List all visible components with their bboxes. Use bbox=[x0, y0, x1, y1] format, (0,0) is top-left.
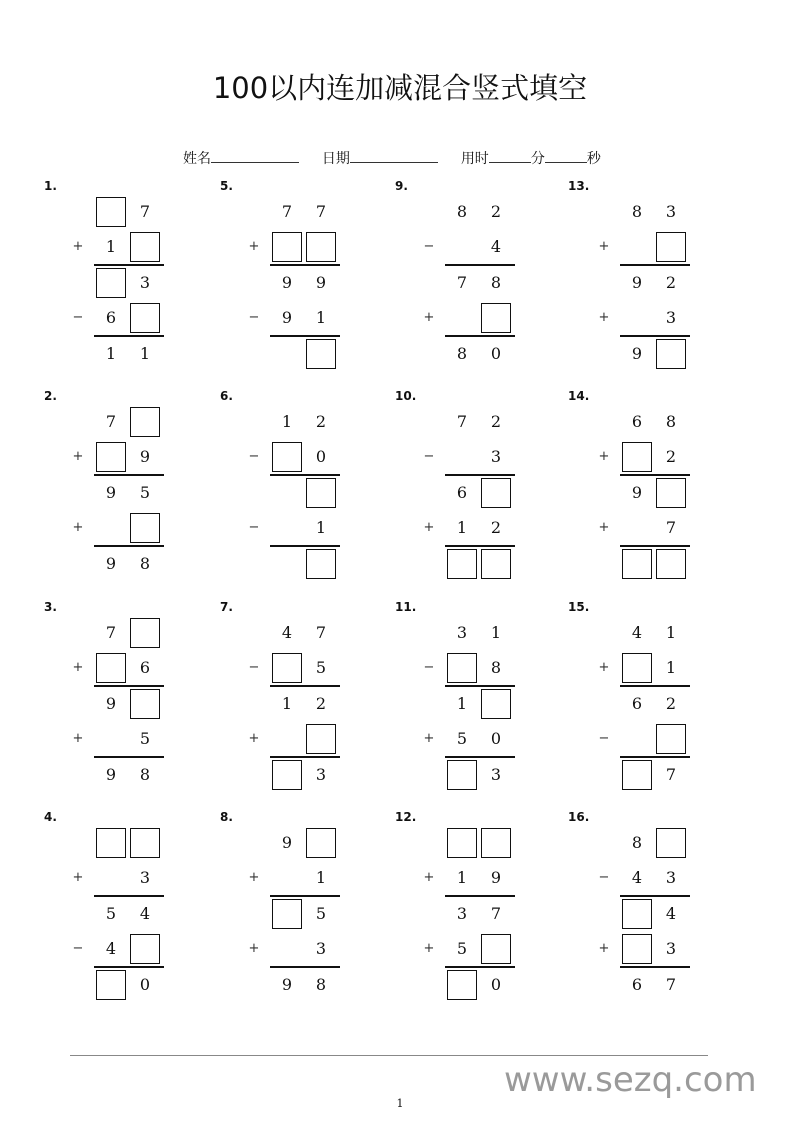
problem-number: 2. bbox=[44, 389, 57, 403]
digit: 8 bbox=[665, 412, 677, 431]
minus-operator: − bbox=[72, 310, 84, 325]
sum-line bbox=[445, 545, 515, 547]
answer-box[interactable] bbox=[130, 618, 160, 648]
plus-operator: + bbox=[248, 239, 260, 254]
plus-operator: + bbox=[598, 660, 610, 675]
digit: 9 bbox=[631, 273, 643, 292]
digit: 7 bbox=[105, 623, 117, 642]
digit: 9 bbox=[281, 273, 293, 292]
answer-box[interactable] bbox=[306, 478, 336, 508]
answer-box[interactable] bbox=[481, 828, 511, 858]
minus-operator: − bbox=[72, 941, 84, 956]
sum-line bbox=[94, 335, 164, 337]
sum-line bbox=[270, 474, 340, 476]
sum-line bbox=[94, 545, 164, 547]
sum-line bbox=[94, 756, 164, 758]
sum-line bbox=[94, 264, 164, 266]
digit: 9 bbox=[105, 765, 117, 784]
answer-box[interactable] bbox=[272, 232, 302, 262]
digit: 8 bbox=[490, 658, 502, 677]
minus-operator: − bbox=[423, 239, 435, 254]
answer-box[interactable] bbox=[656, 232, 686, 262]
plus-operator: + bbox=[423, 310, 435, 325]
digit: 7 bbox=[456, 412, 468, 431]
answer-box[interactable] bbox=[272, 760, 302, 790]
digit: 9 bbox=[631, 344, 643, 363]
digit: 7 bbox=[139, 202, 151, 221]
digit: 5 bbox=[456, 939, 468, 958]
answer-box[interactable] bbox=[481, 478, 511, 508]
sum-line bbox=[270, 545, 340, 547]
sum-line bbox=[620, 895, 690, 897]
answer-box[interactable] bbox=[447, 970, 477, 1000]
answer-box[interactable] bbox=[481, 934, 511, 964]
digit: 1 bbox=[315, 518, 327, 537]
digit: 8 bbox=[315, 975, 327, 994]
page-title: 100以内连加减混合竖式填空 bbox=[212, 71, 588, 105]
problem-number: 6. bbox=[220, 389, 233, 403]
sum-line bbox=[270, 966, 340, 968]
digit: 8 bbox=[456, 344, 468, 363]
answer-box[interactable] bbox=[622, 899, 652, 929]
digit: 8 bbox=[456, 202, 468, 221]
answer-box[interactable] bbox=[96, 268, 126, 298]
digit: 8 bbox=[139, 554, 151, 573]
answer-box[interactable] bbox=[130, 934, 160, 964]
digit: 3 bbox=[315, 939, 327, 958]
problem-number: 14. bbox=[568, 389, 590, 403]
answer-box[interactable] bbox=[656, 478, 686, 508]
answer-box[interactable] bbox=[622, 442, 652, 472]
time-label: 用时 bbox=[460, 151, 489, 167]
digit: 2 bbox=[665, 694, 677, 713]
sum-line bbox=[445, 685, 515, 687]
digit: 3 bbox=[665, 939, 677, 958]
problem-number: 10. bbox=[395, 389, 417, 403]
minus-operator: − bbox=[248, 520, 260, 535]
digit: 1 bbox=[281, 694, 293, 713]
digit: 9 bbox=[490, 868, 502, 887]
name-label: 姓名 bbox=[183, 151, 211, 167]
digit: 7 bbox=[315, 623, 327, 642]
digit: 1 bbox=[665, 658, 677, 677]
digit: 9 bbox=[105, 483, 117, 502]
digit: 8 bbox=[631, 202, 643, 221]
minus-operator: − bbox=[423, 449, 435, 464]
digit: 1 bbox=[105, 237, 117, 256]
answer-box[interactable] bbox=[656, 828, 686, 858]
problem-number: 15. bbox=[568, 600, 590, 614]
plus-operator: + bbox=[598, 449, 610, 464]
answer-box[interactable] bbox=[447, 549, 477, 579]
digit: 9 bbox=[315, 273, 327, 292]
digit: 7 bbox=[315, 202, 327, 221]
student-info-line bbox=[183, 148, 601, 168]
sum-line bbox=[445, 895, 515, 897]
date-label: 日期 bbox=[321, 151, 350, 167]
digit: 1 bbox=[105, 344, 117, 363]
sum-line bbox=[270, 335, 340, 337]
minus-operator: − bbox=[598, 731, 610, 746]
digit: 7 bbox=[490, 904, 502, 923]
sum-line bbox=[270, 895, 340, 897]
answer-box[interactable] bbox=[96, 970, 126, 1000]
answer-box[interactable] bbox=[481, 549, 511, 579]
sum-line bbox=[445, 966, 515, 968]
sum-line bbox=[445, 335, 515, 337]
watermark: www.sezq.com bbox=[504, 1060, 757, 1100]
digit: 5 bbox=[139, 483, 151, 502]
problem-number: 16. bbox=[568, 810, 590, 824]
seconds-blank[interactable] bbox=[545, 148, 587, 163]
digit: 4 bbox=[490, 237, 502, 256]
seconds-label: 秒 bbox=[586, 151, 601, 167]
digit: 0 bbox=[490, 729, 502, 748]
digit: 1 bbox=[665, 623, 677, 642]
minus-operator: − bbox=[248, 449, 260, 464]
plus-operator: + bbox=[598, 520, 610, 535]
sum-line bbox=[620, 335, 690, 337]
digit: 3 bbox=[139, 273, 151, 292]
digit: 3 bbox=[490, 765, 502, 784]
plus-operator: + bbox=[423, 870, 435, 885]
answer-box[interactable] bbox=[130, 303, 160, 333]
answer-box[interactable] bbox=[447, 653, 477, 683]
plus-operator: + bbox=[423, 520, 435, 535]
plus-operator: + bbox=[598, 941, 610, 956]
digit: 7 bbox=[665, 765, 677, 784]
page-number: 1 bbox=[396, 1097, 404, 1110]
minus-operator: − bbox=[248, 660, 260, 675]
plus-operator: + bbox=[598, 239, 610, 254]
digit: 7 bbox=[456, 273, 468, 292]
footer-divider bbox=[70, 1055, 708, 1056]
problem-number: 12. bbox=[395, 810, 417, 824]
digit: 2 bbox=[665, 273, 677, 292]
digit: 4 bbox=[105, 939, 117, 958]
plus-operator: + bbox=[72, 520, 84, 535]
digit: 3 bbox=[665, 868, 677, 887]
answer-box[interactable] bbox=[272, 899, 302, 929]
answer-box[interactable] bbox=[96, 197, 126, 227]
sum-line bbox=[94, 966, 164, 968]
answer-box[interactable] bbox=[130, 689, 160, 719]
plus-operator: + bbox=[248, 941, 260, 956]
digit: 3 bbox=[139, 868, 151, 887]
digit: 6 bbox=[631, 412, 643, 431]
sum-line bbox=[94, 685, 164, 687]
digit: 7 bbox=[105, 412, 117, 431]
answer-box[interactable] bbox=[622, 760, 652, 790]
sum-line bbox=[620, 545, 690, 547]
sum-line bbox=[620, 966, 690, 968]
digit: 7 bbox=[281, 202, 293, 221]
problem-number: 13. bbox=[568, 179, 590, 193]
sum-line bbox=[270, 685, 340, 687]
answer-box[interactable] bbox=[306, 549, 336, 579]
sum-line bbox=[270, 264, 340, 266]
answer-box[interactable] bbox=[447, 828, 477, 858]
answer-box[interactable] bbox=[96, 828, 126, 858]
plus-operator: + bbox=[72, 660, 84, 675]
answer-box[interactable] bbox=[130, 828, 160, 858]
digit: 5 bbox=[139, 729, 151, 748]
digit: 9 bbox=[105, 554, 117, 573]
digit: 1 bbox=[456, 518, 468, 537]
digit: 8 bbox=[490, 273, 502, 292]
digit: 0 bbox=[139, 975, 151, 994]
answer-box[interactable] bbox=[481, 689, 511, 719]
digit: 8 bbox=[139, 765, 151, 784]
plus-operator: + bbox=[423, 731, 435, 746]
problem-number: 1. bbox=[44, 179, 57, 193]
digit: 6 bbox=[105, 308, 117, 327]
answer-box[interactable] bbox=[622, 934, 652, 964]
answer-box[interactable] bbox=[306, 232, 336, 262]
problem-number: 11. bbox=[395, 600, 417, 614]
answer-box[interactable] bbox=[130, 407, 160, 437]
problem-number: 8. bbox=[220, 810, 233, 824]
digit: 0 bbox=[490, 975, 502, 994]
digit: 7 bbox=[665, 975, 677, 994]
digit: 8 bbox=[631, 833, 643, 852]
digit: 3 bbox=[315, 765, 327, 784]
plus-operator: + bbox=[72, 870, 84, 885]
digit: 5 bbox=[315, 904, 327, 923]
digit: 9 bbox=[281, 833, 293, 852]
digit: 9 bbox=[281, 975, 293, 994]
answer-box[interactable] bbox=[656, 339, 686, 369]
digit: 4 bbox=[139, 904, 151, 923]
digit: 2 bbox=[490, 518, 502, 537]
name-blank[interactable] bbox=[211, 148, 299, 163]
digit: 3 bbox=[456, 904, 468, 923]
problem-number: 3. bbox=[44, 600, 57, 614]
sum-line bbox=[620, 685, 690, 687]
plus-operator: + bbox=[72, 731, 84, 746]
answer-box[interactable] bbox=[622, 549, 652, 579]
sum-line bbox=[94, 895, 164, 897]
problem-number: 9. bbox=[395, 179, 408, 193]
answer-box[interactable] bbox=[272, 653, 302, 683]
plus-operator: + bbox=[248, 870, 260, 885]
digit: 4 bbox=[631, 623, 643, 642]
plus-operator: + bbox=[423, 941, 435, 956]
date-blank[interactable] bbox=[350, 148, 438, 163]
plus-operator: + bbox=[248, 731, 260, 746]
answer-box[interactable] bbox=[96, 442, 126, 472]
digit: 5 bbox=[105, 904, 117, 923]
digit: 9 bbox=[281, 308, 293, 327]
digit: 2 bbox=[315, 412, 327, 431]
digit: 4 bbox=[281, 623, 293, 642]
problem-number: 4. bbox=[44, 810, 57, 824]
digit: 6 bbox=[456, 483, 468, 502]
answer-box[interactable] bbox=[130, 232, 160, 262]
digit: 1 bbox=[456, 868, 468, 887]
minutes-blank[interactable] bbox=[489, 148, 531, 163]
answer-box[interactable] bbox=[481, 303, 511, 333]
sum-line bbox=[620, 474, 690, 476]
digit: 3 bbox=[490, 447, 502, 466]
sum-line bbox=[94, 474, 164, 476]
answer-box[interactable] bbox=[96, 653, 126, 683]
digit: 1 bbox=[490, 623, 502, 642]
digit: 2 bbox=[665, 447, 677, 466]
digit: 1 bbox=[281, 412, 293, 431]
digit: 2 bbox=[490, 202, 502, 221]
sum-line bbox=[270, 756, 340, 758]
answer-box[interactable] bbox=[447, 760, 477, 790]
answer-box[interactable] bbox=[656, 549, 686, 579]
minus-operator: − bbox=[598, 870, 610, 885]
answer-box[interactable] bbox=[622, 653, 652, 683]
sum-line bbox=[445, 264, 515, 266]
minus-operator: − bbox=[248, 310, 260, 325]
digit: 4 bbox=[631, 868, 643, 887]
sum-line bbox=[620, 756, 690, 758]
problem-number: 7. bbox=[220, 600, 233, 614]
digit: 1 bbox=[315, 308, 327, 327]
plus-operator: + bbox=[72, 449, 84, 464]
plus-operator: + bbox=[72, 239, 84, 254]
minus-operator: − bbox=[423, 660, 435, 675]
digit: 6 bbox=[139, 658, 151, 677]
digit: 3 bbox=[456, 623, 468, 642]
digit: 2 bbox=[315, 694, 327, 713]
answer-box[interactable] bbox=[656, 724, 686, 754]
digit: 5 bbox=[315, 658, 327, 677]
digit: 7 bbox=[665, 518, 677, 537]
plus-operator: + bbox=[598, 310, 610, 325]
digit: 3 bbox=[665, 308, 677, 327]
sum-line bbox=[445, 756, 515, 758]
digit: 6 bbox=[631, 694, 643, 713]
digit: 3 bbox=[665, 202, 677, 221]
answer-box[interactable] bbox=[272, 442, 302, 472]
digit: 9 bbox=[105, 694, 117, 713]
digit: 9 bbox=[139, 447, 151, 466]
digit: 0 bbox=[315, 447, 327, 466]
sum-line bbox=[620, 264, 690, 266]
digit: 1 bbox=[139, 344, 151, 363]
digit: 4 bbox=[665, 904, 677, 923]
answer-box[interactable] bbox=[306, 724, 336, 754]
answer-box[interactable] bbox=[306, 828, 336, 858]
minutes-label: 分 bbox=[530, 151, 545, 167]
digit: 0 bbox=[490, 344, 502, 363]
digit: 1 bbox=[456, 694, 468, 713]
answer-box[interactable] bbox=[130, 513, 160, 543]
digit: 6 bbox=[631, 975, 643, 994]
digit: 1 bbox=[315, 868, 327, 887]
digit: 9 bbox=[631, 483, 643, 502]
digit: 2 bbox=[490, 412, 502, 431]
problem-number: 5. bbox=[220, 179, 233, 193]
answer-box[interactable] bbox=[306, 339, 336, 369]
sum-line bbox=[445, 474, 515, 476]
digit: 5 bbox=[456, 729, 468, 748]
